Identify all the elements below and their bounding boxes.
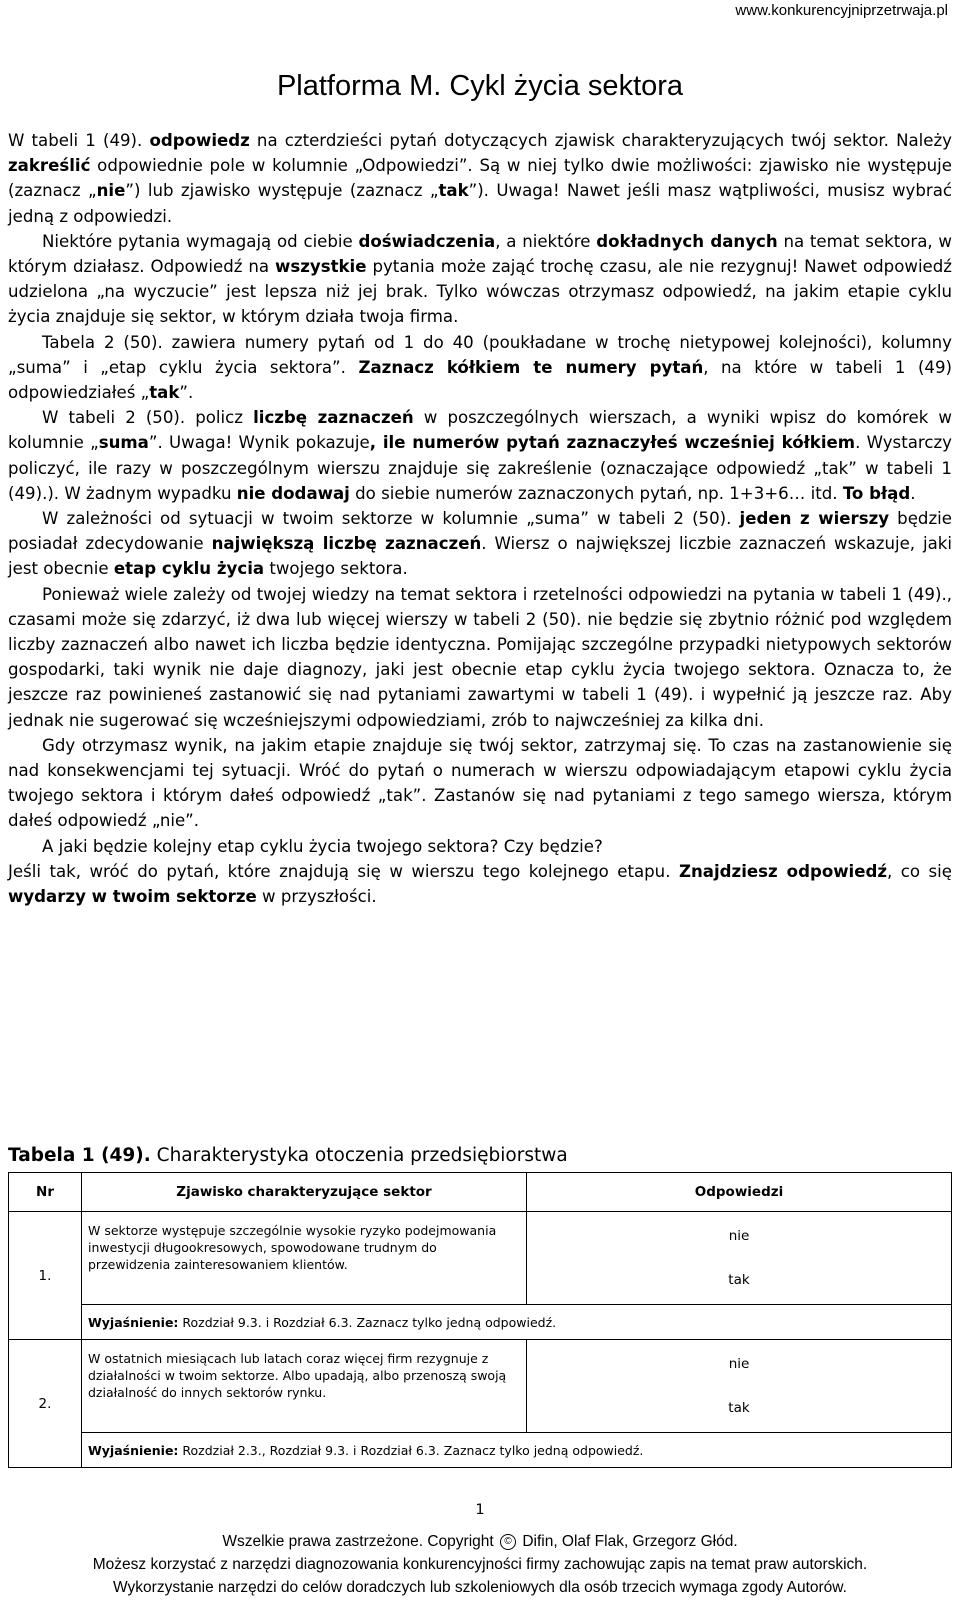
emphasis-text: nie dodawaj bbox=[236, 483, 350, 503]
explanation bbox=[82, 1305, 952, 1340]
emphasis-text: wszystkie bbox=[275, 257, 367, 277]
question-text: W sektorze występuje szczególnie wysokie ryzyko podejmowania inwestycji długookresowych, spowodowane trudnym do przewidzenia zainteresowaniem klientów. bbox=[82, 1212, 527, 1305]
emphasis-text: tak bbox=[438, 181, 469, 201]
paragraph-text: , co się bbox=[887, 861, 952, 881]
question-number: 2. bbox=[9, 1340, 82, 1468]
questionnaire-table bbox=[8, 1172, 952, 1468]
question-number: 1. bbox=[9, 1212, 82, 1340]
table-row bbox=[9, 1212, 952, 1305]
table-row-explanation bbox=[9, 1305, 952, 1340]
paragraph bbox=[8, 582, 952, 733]
emphasis-text: Znajdziesz odpowiedź bbox=[678, 861, 888, 881]
emphasis-text: nie bbox=[96, 181, 126, 201]
emphasis-text: Zaznacz kółkiem te numery pytań bbox=[358, 357, 704, 377]
paragraph-text: W tabeli 1 (49). bbox=[8, 131, 150, 150]
paragraph bbox=[8, 330, 952, 406]
paragraph bbox=[8, 834, 952, 859]
answer-cell bbox=[527, 1212, 952, 1305]
paragraph-text: pytania może zająć trochę czasu, ale nie rezygnuj! Nawet odpowiedź udzielona „na wyczucie” jest lepsza niż jej brak. Tylko wówczas otrzymasz odpowiedź, na jakim etapie cyklu życia znajduje się sektor, w którym działa twoja firma. bbox=[8, 257, 953, 327]
table-caption bbox=[8, 1145, 568, 1166]
paragraph-text: ”) lub zjawisko występuje (zaznacz „ bbox=[125, 181, 439, 201]
header-nr: Nr bbox=[9, 1173, 82, 1212]
paragraph-text: na czterdzieści pytań dotyczących zjawisk charakteryzujących twój sektor. Należy bbox=[249, 131, 952, 150]
paragraph-text: W zależności od sytuacji w twoim sektorze w kolumnie „suma” w tabeli 2 (50). bbox=[42, 509, 740, 529]
paragraph-text: ”). Uwaga! Nawet jeśli masz wątpliwości, musisz wybrać jedną z odpowiedzi. bbox=[8, 181, 953, 226]
paragraph-text: w przyszłości. bbox=[256, 887, 377, 907]
table-header-row bbox=[9, 1173, 952, 1212]
paragraph-text: . bbox=[910, 483, 916, 503]
answer-option-yes[interactable]: tak bbox=[728, 1400, 750, 1416]
emphasis-text: zakreślić bbox=[8, 156, 91, 176]
answer-cell bbox=[527, 1340, 952, 1433]
footer-rights: Wszelkie prawa zastrzeżone. Copyright bbox=[222, 1533, 494, 1550]
paragraph bbox=[8, 128, 952, 229]
paragraph bbox=[8, 506, 952, 582]
explanation-label: Wyjaśnienie: bbox=[88, 1314, 179, 1330]
answer-option-no[interactable]: nie bbox=[728, 1228, 750, 1244]
table-row-explanation bbox=[9, 1433, 952, 1468]
paragraph-text: twojego sektora. bbox=[264, 559, 408, 579]
emphasis-text: To błąd bbox=[842, 483, 911, 503]
emphasis-text: suma bbox=[98, 433, 149, 453]
page-number: 1 bbox=[475, 1502, 485, 1518]
explanation-label: Wyjaśnienie: bbox=[88, 1442, 179, 1458]
paragraph-text: odpowiednie pole w kolumnie „Odpowiedzi”. Są w niej tylko dwie możliwości: zjawisko nie występuje (zaznacz „ bbox=[8, 156, 952, 201]
footer-consent: Wykorzystanie narzędzi do celów doradczych lub szkoleniowych dla osób trzecich wymaga zgody Autorów. bbox=[113, 1579, 847, 1596]
paragraph bbox=[8, 229, 952, 330]
answer-option-yes[interactable]: tak bbox=[728, 1272, 750, 1288]
page-title: Platforma M. Cykl życia sektora bbox=[276, 70, 684, 102]
paragraph-text: Tabela 2 (50). zawiera numery pytań od 1 do 40 (poukładane w trochę nietypowej kolejności), kolumny „suma” i „etap cyklu życia sektora”. bbox=[8, 332, 952, 377]
table-caption-text: Charakterystyka otoczenia przedsiębiorstwa bbox=[150, 1145, 568, 1166]
emphasis-text: liczbę zaznaczeń bbox=[253, 408, 414, 428]
emphasis-text: odpowiedz bbox=[149, 131, 250, 150]
paragraph bbox=[8, 859, 952, 909]
copyright-icon: © bbox=[500, 1534, 516, 1550]
explanation-text: Rozdział 9.3. i Rozdział 6.3. Zaznacz tylko jedną odpowiedź. bbox=[178, 1314, 557, 1330]
paragraph-text: Gdy otrzymasz wynik, na jakim etapie znajduje się twój sektor, zatrzymaj się. To czas na zastanowienie się nad konsekwencjami tej sytuacji. Wróć do pytań o numerach w wierszu odpowiadającym etapowi cyklu życia twojego sektora i którym dałeś odpowiedź „tak”. Zastanów się nad pytaniami z tego samego wiersza, którym dałeś odpowiedź „nie”. bbox=[8, 735, 952, 831]
paragraph bbox=[8, 405, 952, 506]
paragraph-text: . Wiersz o największej liczbie zaznaczeń wskazuje, jaki jest obecnie bbox=[8, 534, 953, 579]
footer-copyright bbox=[0, 1533, 960, 1551]
emphasis-text: wydarzy w twoim sektorze bbox=[8, 887, 257, 907]
emphasis-text: , ile numerów pytań zaznaczyłeś wcześniej kółkiem bbox=[369, 433, 856, 453]
paragraph-text: A jaki będzie kolejny etap cyklu życia twojego sektora? Czy będzie? bbox=[42, 836, 603, 856]
paragraph bbox=[8, 733, 952, 834]
emphasis-text: tak bbox=[149, 383, 180, 403]
paragraph-text: , a niektóre bbox=[495, 231, 597, 251]
explanation-text: Rozdział 2.3., Rozdział 9.3. i Rozdział 6.3. Zaznacz tylko jedną odpowiedź. bbox=[178, 1442, 644, 1458]
emphasis-text: dokładnych danych bbox=[596, 231, 778, 251]
explanation bbox=[82, 1433, 952, 1468]
emphasis-text: doświadczenia bbox=[358, 231, 496, 251]
emphasis-text: etap cyklu życia bbox=[113, 559, 265, 579]
table-caption-number: Tabela 1 (49). bbox=[8, 1145, 151, 1166]
table-row bbox=[9, 1340, 952, 1433]
paragraph-text: ”. bbox=[179, 383, 194, 403]
header-url: www.konkurencyjniprzetrwaja.pl bbox=[735, 2, 948, 19]
paragraph-text: będzie posiadał zdecydowanie bbox=[8, 509, 952, 554]
question-text: W ostatnich miesiącach lub latach coraz więcej firm rezygnuje z działalności w twoim sektorze. Albo upadają, albo przenoszą swoją działalność do innych sektorów rynku. bbox=[82, 1340, 527, 1433]
answer-option-no[interactable]: nie bbox=[728, 1356, 750, 1372]
paragraph-text: , na które w tabeli 1 (49) odpowiedziałeś „ bbox=[8, 357, 953, 403]
paragraph-text: na temat sektora, w którym działasz. Odpowiedź na bbox=[8, 231, 952, 277]
paragraph-text: ”. Uwaga! Wynik pokazuje bbox=[148, 433, 370, 453]
footer-authors: Difin, Olaf Flak, Grzegorz Głód. bbox=[522, 1533, 738, 1550]
paragraph-text: . Wystarczy policzyć, ile razy w poszczególnym wierszu znajduje się zakreślenie (oznaczające odpowiedź „tak” w tabeli 1 (49).). W żadnym wypadku bbox=[8, 433, 952, 503]
emphasis-text: największą liczbę zaznaczeń bbox=[211, 534, 482, 554]
footer-usage: Możesz korzystać z narzędzi diagnozowania konkurencyjności firmy zachowując zapis na temat praw autorskich. bbox=[92, 1556, 868, 1573]
paragraph-text: Niektóre pytania wymagają od ciebie bbox=[42, 231, 359, 251]
paragraph-text: w poszczególnych wierszach, a wyniki wpisz do komórek w kolumnie „ bbox=[8, 408, 952, 453]
header-phenomenon: Zjawisko charakteryzujące sektor bbox=[82, 1173, 527, 1212]
header-answers: Odpowiedzi bbox=[527, 1173, 952, 1212]
paragraph-text: Jeśli tak, wróć do pytań, które znajdują się w wierszu tego kolejnego etapu. bbox=[8, 861, 679, 881]
paragraph-text: W tabeli 2 (50). policz bbox=[42, 408, 254, 428]
emphasis-text: jeden z wierszy bbox=[739, 509, 890, 529]
instructions-body bbox=[8, 128, 952, 909]
paragraph-text: do siebie numerów zaznaczonych pytań, np. 1+3+6… itd. bbox=[349, 483, 843, 503]
paragraph-text: Ponieważ wiele zależy od twojej wiedzy na temat sektora i rzetelności odpowiedzi na pytania w tabeli 1 (49)., czasami może się zdarzyć, iż dwa lub więcej wierszy w tabeli 2 (50). nie będzie się zbytnio różnić pod względem liczby zaznaczeń albo nawet ich liczba będzie identyczna. Pomijając szczególne przypadki nietypowych sektorów gospodarki, taki wynik nie daje diagnozy, jaki jest obecnie etap cyklu życia twojego sektora. Oznacza to, że jeszcze raz powinieneś zastanowić się nad pytaniami zawartymi w tabeli 1 (49). i wypełnić ją jeszcze raz. Aby jednak nie sugerować się wcześniejszymi odpowiedziami, zrób to najwcześniej za kilka dni. bbox=[8, 584, 952, 730]
